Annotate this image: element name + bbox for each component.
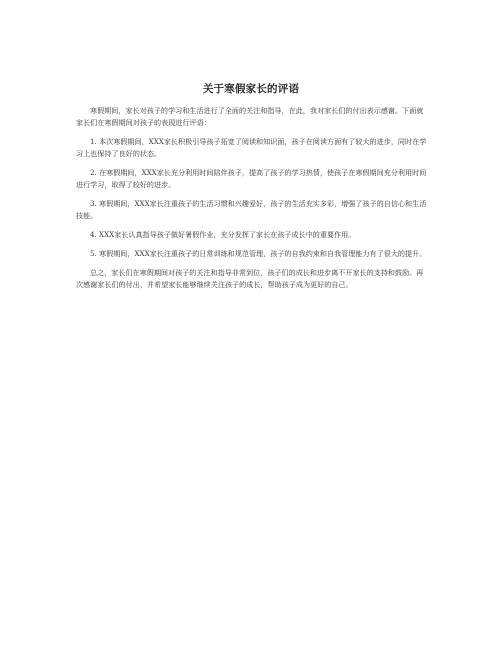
comment-paragraph-3: 3. 寒假期间，XXX家长注重孩子的生活习惯和兴趣爱好，孩子的生活充实多彩，增强了孩子的自信心和生活技能。 [76, 199, 427, 220]
document-title: 关于寒假家长的评语 [202, 83, 300, 95]
document-body [76, 105, 428, 298]
comment-paragraph-2: 2. 在寒假期间，XXX家长充分利用时间陪伴孩子，提高了孩子的学习热情，使孩子在寒假期间充分利用时间进行学习，取得了较好的进步。 [76, 168, 427, 189]
intro-paragraph: 寒假期间，家长对孩子的学习和生活进行了全面的关注和指导，在此，我对家长们的付出表示感谢。下面就家长们在寒假期间对孩子的表现进行评语： [76, 106, 424, 127]
comment-paragraph-5: 5. 寒假期间，XXX家长注重孩子的日常训练和规范管理，孩子的自我约束和自我管理能力有了很大的提升。 [90, 249, 427, 258]
comment-paragraph-4: 4. XXX家长认真指导孩子做好暑假作业，充分发挥了家长在孩子成长中的重要作用。 [90, 230, 356, 239]
conclusion-paragraph: 总之，家长们在寒假期间对孩子的关注和指导非常到位，孩子们的成长和进步离不开家长的支持和鼓励。再次感谢家长们的付出，并希望家长能够继续关注孩子的成长，帮助孩子成为更好的自己。 [76, 268, 424, 289]
comment-paragraph-1: 1. 本次寒假期间，XXX家长积极引导孩子拓宽了阅读和知识面，孩子在阅读方面有了较大的进步，同时在学习上也保持了良好的状态。 [76, 137, 427, 158]
